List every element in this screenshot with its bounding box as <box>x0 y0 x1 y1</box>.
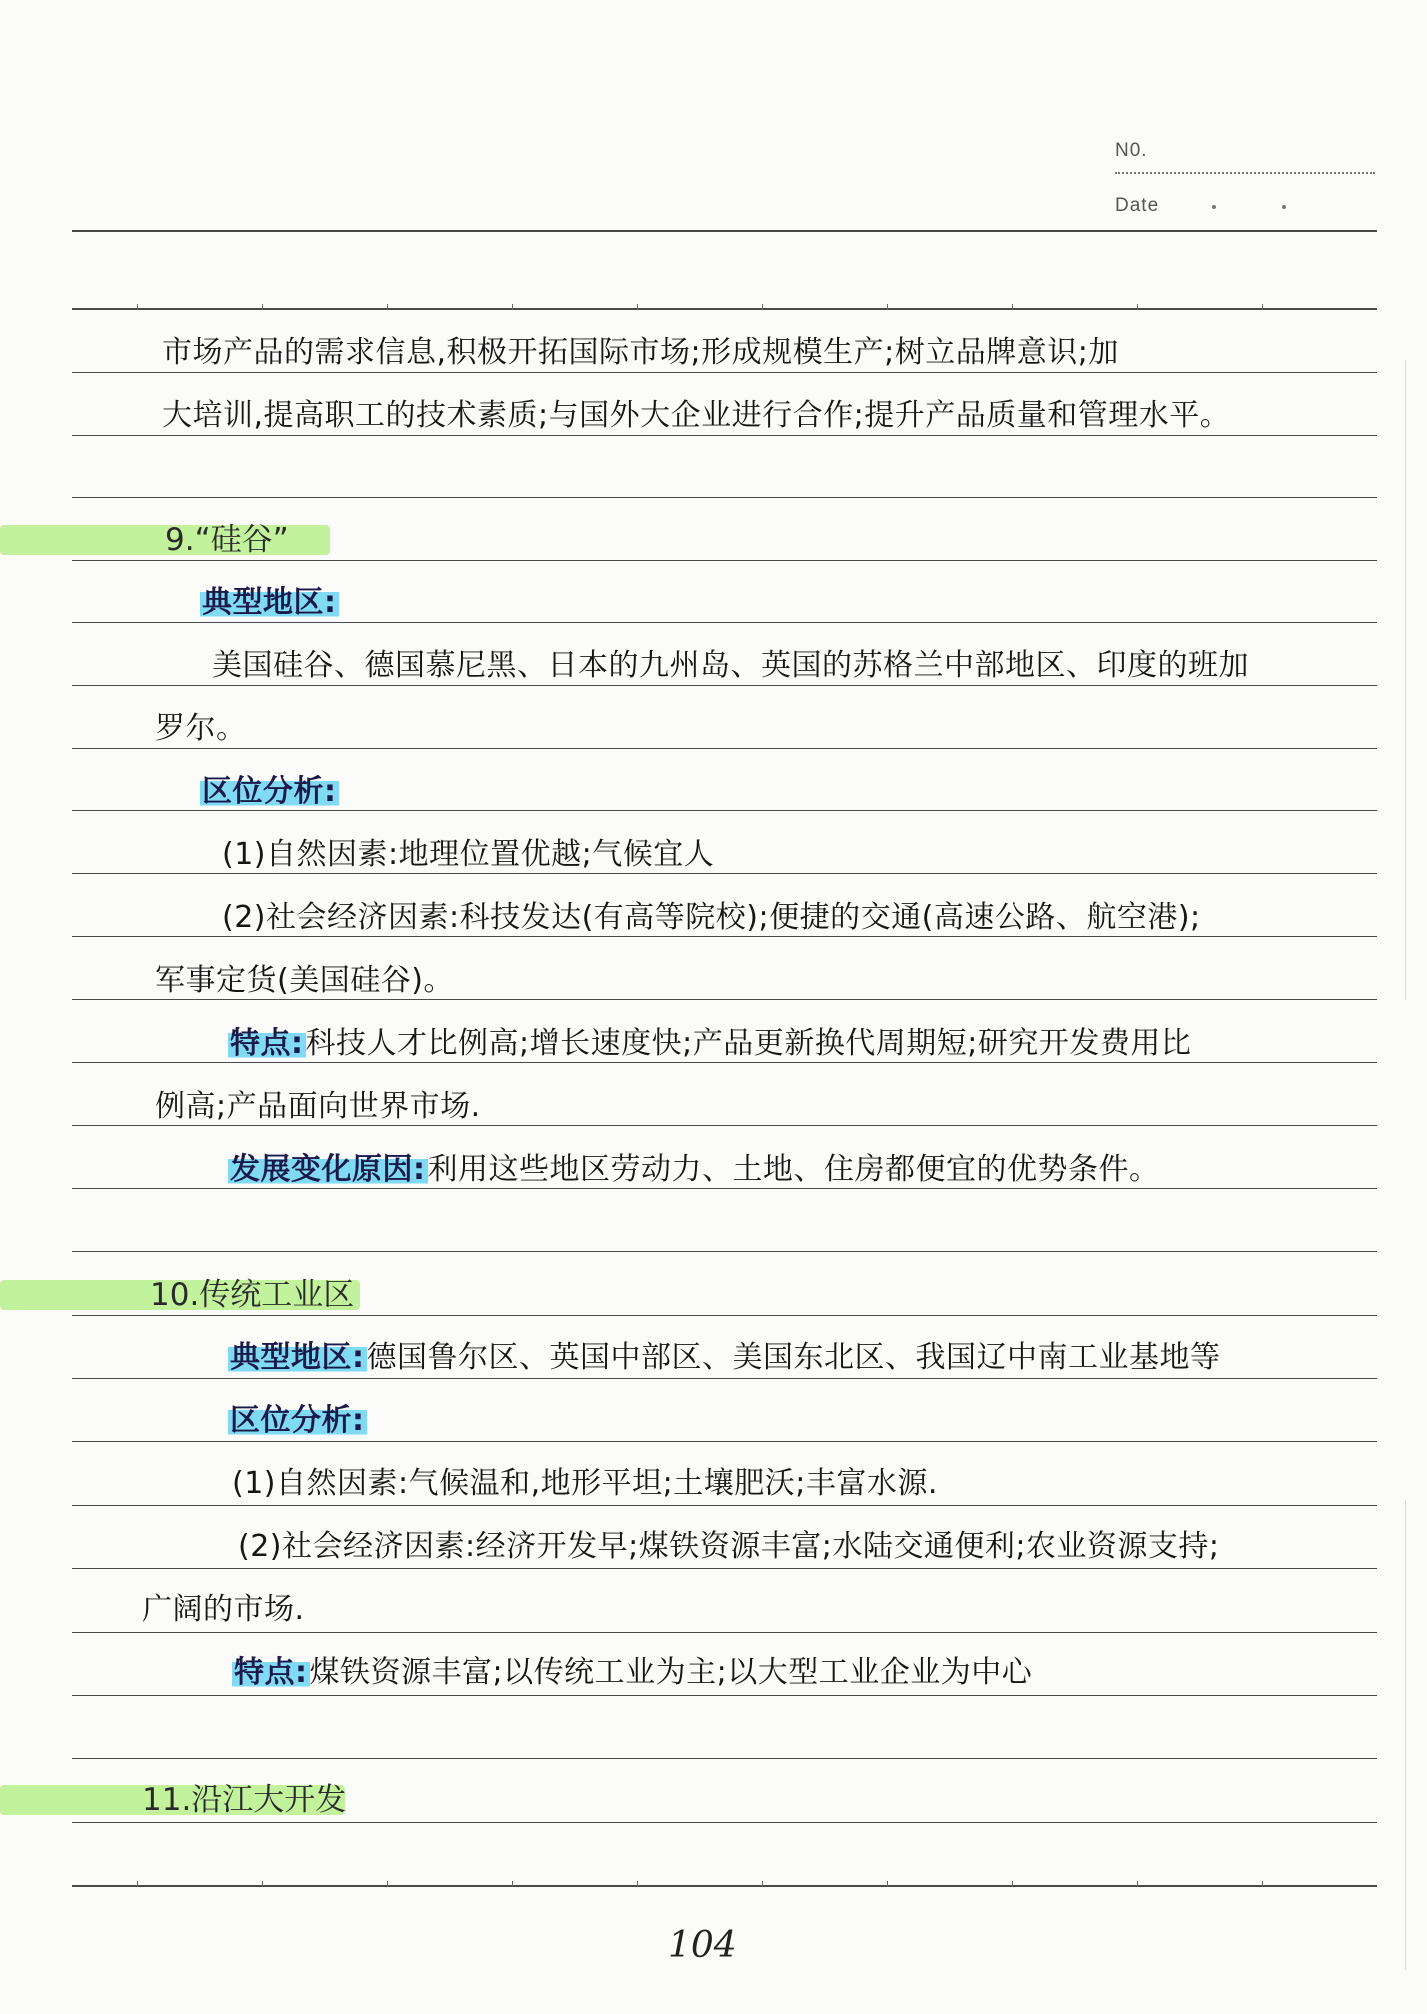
section-10-feature-row <box>0 1653 1427 1693</box>
ruled-line <box>72 1632 1377 1633</box>
ruled-line <box>72 1315 1377 1316</box>
section-9-social-line-1: (2)社会经济因素:科技发达(有高等院校);便捷的交通(高速公路、航空港); <box>222 900 1201 935</box>
section-10-location-row <box>0 1401 1427 1441</box>
ruled-line-bottom <box>72 1885 1377 1887</box>
ruled-line <box>72 1441 1377 1442</box>
intro-line-1: 市场产品的需求信息,积极开拓国际市场;形成规模生产;树立品牌意识;加 <box>162 335 1119 370</box>
section-9-change-text: 利用这些地区劳动力、土地、住房都便宜的优势条件。 <box>427 1152 1160 1187</box>
scan-edge <box>1405 360 1406 1000</box>
intro-line-2: 大培训,提高职工的技术素质;与国外大企业进行合作;提升产品质量和管理水平。 <box>162 398 1231 433</box>
ruled-line <box>72 497 1377 498</box>
section-11-title: 11.沿江大开发 <box>142 1782 347 1818</box>
date-separator-dot <box>1282 205 1286 209</box>
typical-area-label: 典型地区: <box>202 585 337 620</box>
ruled-line <box>72 1251 1377 1252</box>
section-9-natural-factors: (1)自然因素:地理位置优越;气候宜人 <box>222 837 715 872</box>
section-9-feature-line-1: 科技人才比例高;增长速度快;产品更新换代周期短;研究开发费用比 <box>305 1026 1192 1061</box>
section-9-title: 9.“硅谷” <box>165 522 289 558</box>
number-label: N0. <box>1115 140 1148 161</box>
section-9-typical-line-2: 罗尔。 <box>155 711 247 746</box>
features-label: 特点: <box>230 1026 304 1061</box>
section-9-location-row <box>0 772 1427 812</box>
location-analysis-label: 区位分析: <box>230 1403 365 1438</box>
section-10-title: 10.传统工业区 <box>150 1277 355 1313</box>
page-number: 104 <box>668 1925 737 1966</box>
ruled-line <box>72 1758 1377 1759</box>
typical-area-label: 典型地区: <box>230 1340 365 1375</box>
section-10-feature-text: 煤铁资源丰富;以传统工业为主;以大型工业企业为中心 <box>309 1655 1033 1690</box>
section-9-typical-line-1: 美国硅谷、德国慕尼黑、日本的九州岛、英国的苏格兰中部地区、印度的班加 <box>212 648 1249 683</box>
date-label: Date <box>1115 195 1160 216</box>
section-9-social-line-2: 军事定货(美国硅谷)。 <box>155 963 454 998</box>
ruled-line <box>72 560 1377 561</box>
scan-edge <box>1405 1500 1406 1970</box>
ruled-line-top <box>72 308 1377 310</box>
number-dotted-line <box>1115 172 1375 174</box>
section-10-natural-factors: (1)自然因素:气候温和,地形平坦;土壤肥沃;丰富水源. <box>232 1466 938 1501</box>
header-rule <box>72 230 1377 232</box>
ruled-line <box>72 1378 1377 1379</box>
ruled-line <box>72 1695 1377 1696</box>
ruled-line <box>72 1822 1377 1823</box>
section-10-social-line-2: 广阔的市场. <box>142 1592 305 1627</box>
section-9-change-row <box>0 1150 1427 1190</box>
section-9-typical-row <box>0 583 1427 623</box>
section-10-typical-row <box>0 1338 1427 1378</box>
section-10-social-line-1: (2)社会经济因素:经济开发早;煤铁资源丰富;水陆交通便利;农业资源支持; <box>238 1529 1220 1564</box>
section-9-feature-row <box>0 1024 1427 1064</box>
date-separator-dot <box>1212 205 1216 209</box>
location-analysis-label: 区位分析: <box>202 774 337 809</box>
ruled-line <box>72 1505 1377 1506</box>
ruled-line <box>72 1568 1377 1569</box>
section-10-typical-text: 德国鲁尔区、英国中部区、美国东北区、我国辽中南工业基地等 <box>366 1340 1221 1375</box>
section-9-feature-line-2: 例高;产品面向世界市场. <box>155 1089 481 1124</box>
features-label: 特点: <box>234 1655 308 1690</box>
change-reason-label: 发展变化原因: <box>230 1152 426 1187</box>
